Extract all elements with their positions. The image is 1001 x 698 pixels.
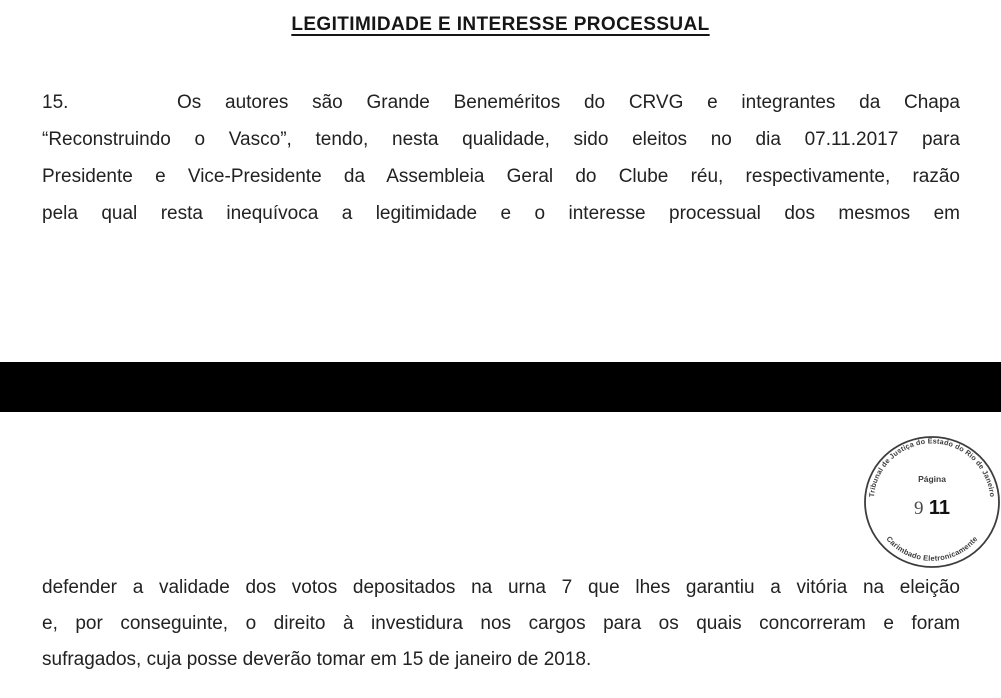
paragraph-number: 15. <box>42 92 69 113</box>
paragraph-line: Presidente e Vice-Presidente da Assembleia Geral do Clube réu, respectivamente, razão <box>42 166 960 187</box>
paragraph-line <box>42 84 960 121</box>
paragraph-final <box>42 570 960 678</box>
stamp-arc-top-text: Tribunal de Justiça do Estado do Rio de Janeiro <box>866 436 998 498</box>
stamp-arc-bottom-text: Carimbado Eletronicamente <box>884 534 980 563</box>
paragraph-line-text: Os autores são Grande Beneméritos do CRVG e integrantes da Chapa <box>177 92 960 113</box>
redaction-bar <box>0 362 1001 412</box>
paragraph-line: pela qual resta inequívoca a legitimidade e o interesse processual dos mesmos em <box>42 203 960 224</box>
paragraph-line: sufragados, cuja posse deverão tomar em 15 de janeiro de 2018. <box>42 649 592 670</box>
paragraph-line: e, por conseguinte, o direito à investidura nos cargos para os quais concorreram e foram <box>42 613 960 634</box>
paragraph-line: defender a validade dos votos depositados na urna 7 que lhes garantiu a vitória na eleição <box>42 577 960 598</box>
stamp-page-number-value: 11 <box>928 497 951 519</box>
court-stamp-seal <box>862 434 1001 570</box>
stamp-page-label: Página <box>918 474 946 484</box>
paragraph-line: “Reconstruindo o Vasco”, tendo, nesta qualidade, sido eleitos no dia 07.11.2017 para <box>42 129 960 150</box>
page-title-text: LEGITIMIDADE E INTERESSE PROCESSUAL <box>291 14 710 35</box>
page-title <box>0 14 1001 36</box>
stamp-page-number <box>914 497 950 519</box>
court-stamp <box>862 434 1001 570</box>
paragraph-15 <box>42 84 960 232</box>
stamp-page-number-prefix: 9 <box>913 498 924 519</box>
